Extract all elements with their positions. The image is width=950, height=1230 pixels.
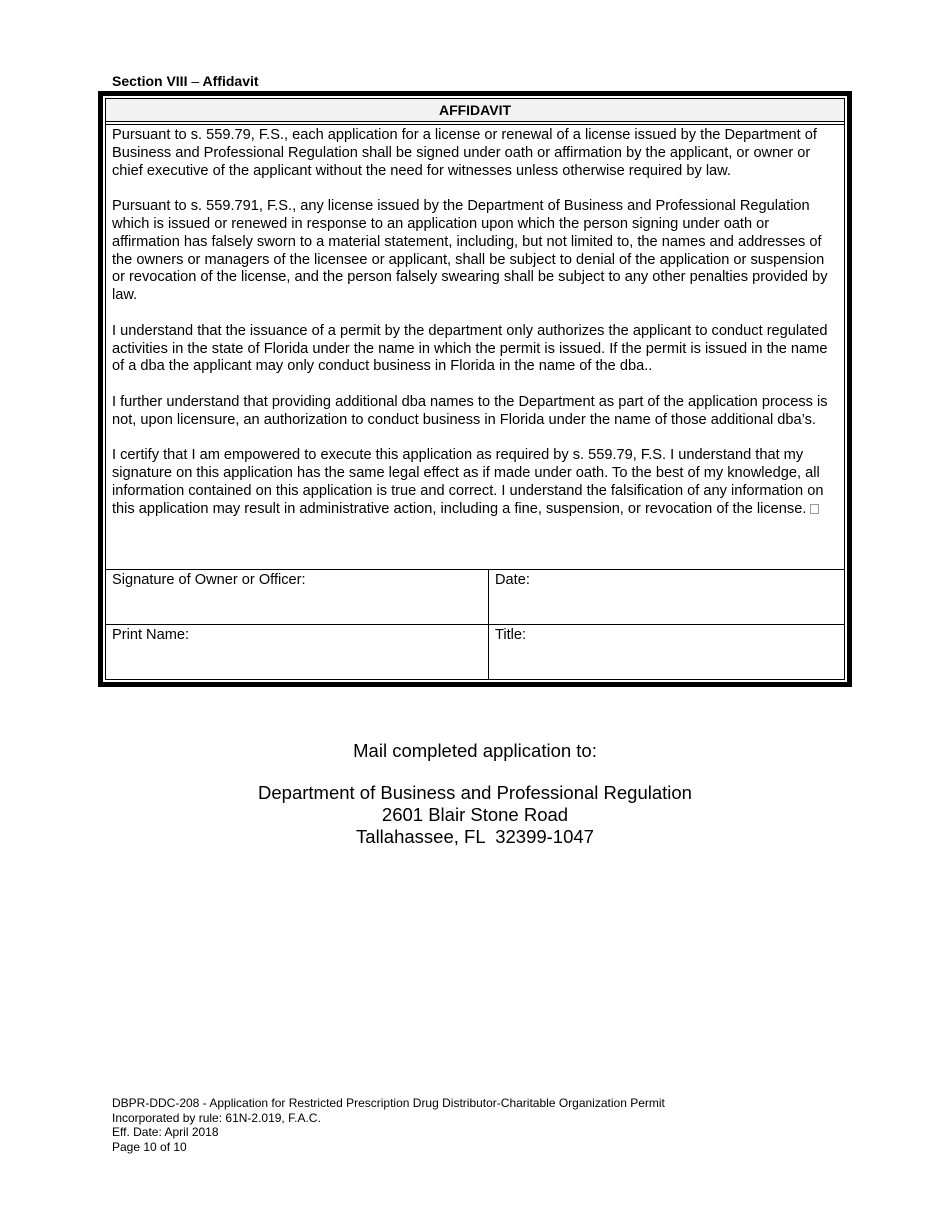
section-heading-name: Affidavit	[202, 73, 259, 89]
checkbox-glyph-icon	[810, 504, 819, 514]
date-field[interactable]	[489, 570, 844, 624]
affidavit-title: AFFIDAVIT	[106, 99, 844, 122]
affidavit-body	[106, 125, 844, 519]
print-name-field[interactable]	[106, 625, 489, 679]
title-field[interactable]	[489, 625, 844, 679]
affidavit-paragraph-4: I further understand that providing additional dba names to the Department as part of the application process is not, upon licensure, an authorization to conduct business in Florida under the name of those additional dba’s.	[112, 393, 828, 428]
mailing-address	[0, 782, 950, 848]
print-name-row	[106, 624, 844, 679]
form-footer	[112, 1096, 665, 1154]
address-line-city: Tallahassee, FL 32399-1047	[356, 826, 594, 847]
title-label: Title:	[495, 627, 527, 643]
affidavit-paragraph-5	[112, 447, 838, 518]
affidavit-paragraph-3: I understand that the issuance of a permit by the department only authorizes the applicant to conduct regulated activities in the state of Florida under the name in which the permit is issued. If the permit is issued in the name of a dba the applicant may only conduct business in Florida in the name of the dba..	[112, 322, 828, 375]
affidavit-box	[98, 91, 852, 687]
mail-heading: Mail completed application to:	[353, 740, 597, 761]
footer-form-id: DBPR-DDC-208 - Application for Restricted Prescription Drug Distributor-Charitable Organization Permit	[112, 1096, 665, 1110]
section-heading-dash: –	[191, 73, 200, 89]
certification-text: I certify that I am empowered to execute this application as required by s. 559.79, F.S. I understand that my signature on this application has the same legal effect as if made under oath. To the best of my knowledge, all information contained on this application is true and correct. I understand the falsification of any information on this application may result in administrative action, including a fine, suspension, or revocation of the license.	[112, 447, 824, 517]
section-heading-prefix: Section VIII	[112, 73, 188, 89]
address-line-department: Department of Business and Professional Regulation	[258, 782, 692, 803]
footer-eff-date: Eff. Date: April 2018	[112, 1125, 219, 1139]
signature-field[interactable]	[106, 570, 489, 624]
affidavit-paragraph-1: Pursuant to s. 559.79, F.S., each application for a license or renewal of a license issued by the Department of Business and Professional Regulation shall be signed under oath or affirmation by the applicant, or owner or chief executive of the applicant without the need for witnesses unless otherwise required by law.	[112, 127, 817, 179]
signature-table	[106, 569, 844, 679]
date-label: Date:	[495, 572, 530, 588]
affidavit-paragraph-2: Pursuant to s. 559.791, F.S., any license issued by the Department of Business and Professional Regulation which is issued or renewed in response to an application upon which the person signing under oath or affirmation has falsely sworn to a material statement, including, but not limited to, the names and addresses of the owners or managers of the licensee or applicant, shall be subject to denial of the application or suspension or revocation of the license, and the person falsely swearing shall be subject to any other penalties provided by law.	[112, 198, 828, 304]
footer-rule: Incorporated by rule: 61N-2.019, F.A.C.	[112, 1110, 321, 1125]
signature-row	[106, 570, 844, 624]
print-name-label: Print Name:	[112, 627, 190, 643]
signature-label: Signature of Owner or Officer:	[112, 572, 306, 588]
address-line-street: 2601 Blair Stone Road	[381, 804, 569, 825]
footer-page-number: Page 10 of 10	[112, 1139, 187, 1154]
section-heading	[112, 73, 259, 89]
affidavit-inner-box	[105, 98, 845, 680]
